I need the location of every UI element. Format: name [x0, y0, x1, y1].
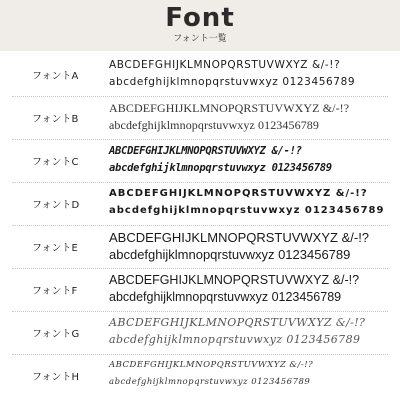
font-sample-lowercase-digits: abcdefghijklmnopqrstuvwxyz 0123456789	[109, 118, 320, 132]
font-label: フォントB	[32, 114, 79, 125]
font-label: フォントE	[32, 243, 78, 254]
font-label: フォントC	[32, 157, 79, 168]
font-row-c	[0, 140, 400, 183]
font-label: フォントH	[32, 372, 80, 383]
page-title: Font	[165, 3, 235, 33]
font-sample-lowercase-digits: abcdefghijklmnopqrstuvwxyz 0123456789	[109, 76, 356, 88]
font-label: フォントA	[32, 71, 79, 82]
font-label: フォントF	[32, 286, 78, 297]
font-sample-lowercase-digits: abcdefghijklmnopqrstuvwxyz 0123456789	[109, 290, 342, 304]
font-row-a	[0, 54, 400, 97]
font-sample-uppercase: ABCDEFGHIJKLMNOPQRSTUVWXYZ &/-!?	[109, 360, 314, 370]
font-row-e	[0, 226, 400, 269]
font-sample-uppercase: ABCDEFGHIJKLMNOPQRSTUVWXYZ &/-!?	[109, 188, 368, 199]
font-sample-lowercase-digits: abcdefghijklmnopqrstuvwxyz 0123456789	[109, 247, 351, 262]
font-sample-lowercase-digits: abcdefghijklmnopqrstuvwxyz 0123456789	[109, 205, 385, 216]
font-row-f	[0, 269, 400, 312]
font-sample-lowercase-digits: abcdefghijklmnopqrstuvwxyz 0123456789	[109, 377, 311, 387]
font-row-h	[0, 355, 400, 398]
font-row-d	[0, 183, 400, 226]
font-label: フォントG	[32, 329, 80, 340]
font-sample-uppercase: ABCDEFGHIJKLMNOPQRSTUVWXYZ &/-!?	[109, 230, 370, 245]
font-sample-uppercase: ABCDEFGHIJKLMNOPQRSTUVWXYZ &/-!?	[109, 101, 350, 115]
font-sample-lowercase-digits: abcdefghijklmnopqrstuvwxyz 0123456789	[109, 162, 332, 174]
font-row-b	[0, 97, 400, 140]
font-sample-uppercase: ABCDEFGHIJKLMNOPQRSTUVWXYZ &/-!?	[109, 59, 341, 71]
font-sample-uppercase: ABCDEFGHIJKLMNOPQRSTUVWXYZ &/-!?	[109, 316, 366, 329]
font-row-g	[0, 312, 400, 355]
font-sample-uppercase: ABCDEFGHIJKLMNOPQRSTUVWXYZ &/-!?	[109, 145, 302, 157]
font-sample-uppercase: ABCDEFGHIJKLMNOPQRSTUVWXYZ &/-!?	[109, 273, 360, 287]
header-banner	[0, 0, 400, 51]
font-sample-lowercase-digits: abcdefghijklmnopqrstuvwxyz 0123456789	[109, 333, 361, 346]
font-label: フォントD	[32, 200, 80, 211]
page-subtitle: フォント一覧	[173, 34, 227, 44]
